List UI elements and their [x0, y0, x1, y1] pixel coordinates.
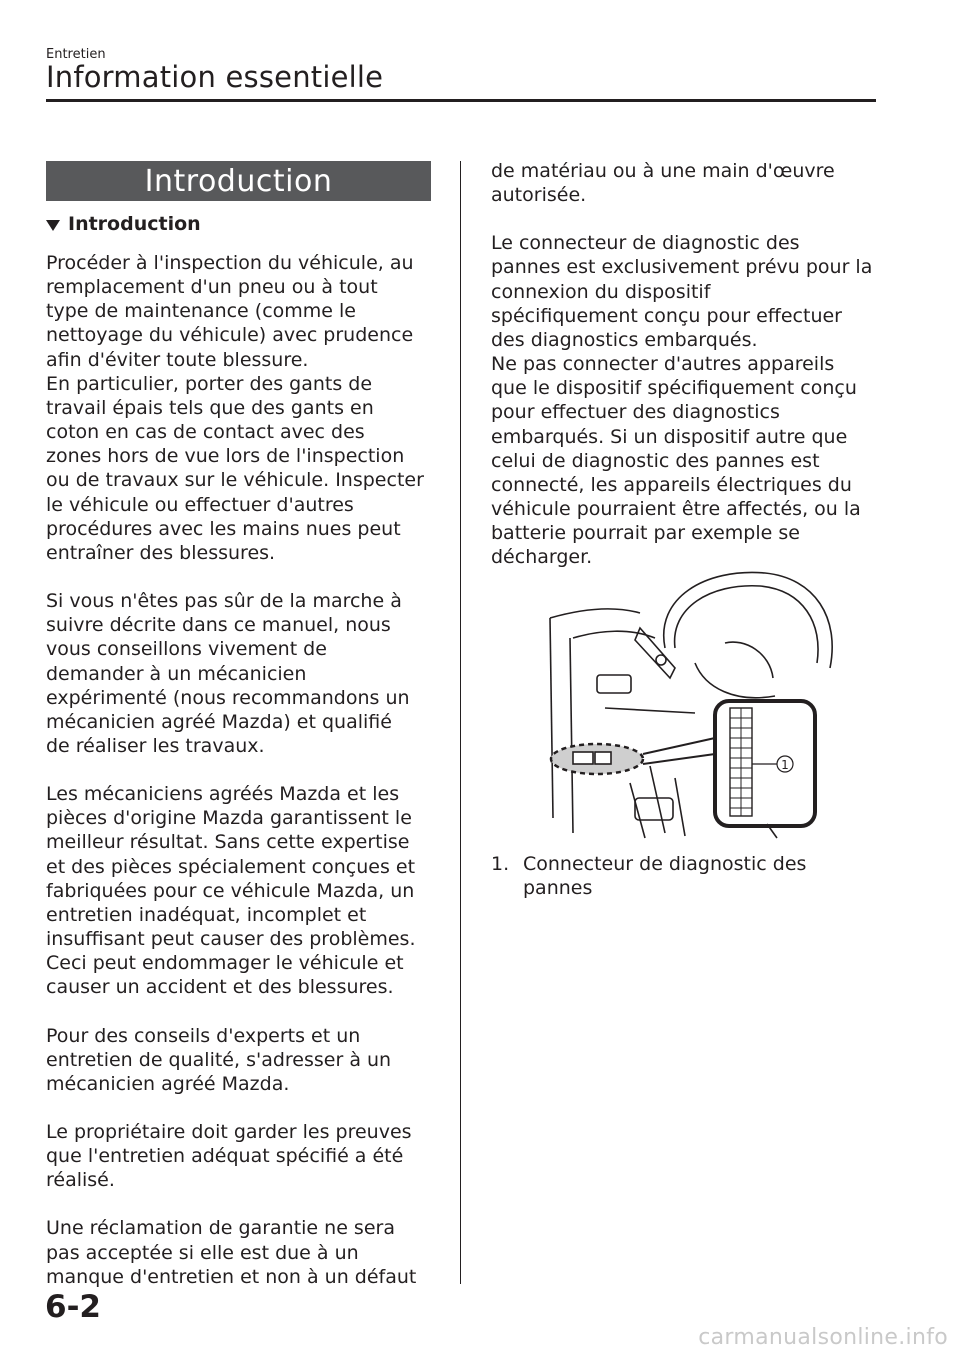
running-header-section: Entretien — [46, 47, 106, 62]
subheading-label: Introduction — [68, 213, 201, 235]
paragraph: Les mécaniciens agréés Mazda et les pièces d'origine Mazda garantissent le meilleur résultat. Sans cette expertise et des pièces spécialement conçues et fabriquées pour ce véhicule Mazda, un entretien inadéquat, incomplet et insuffisant peut causer des problèmes. Ceci peut endommager le véhicule et causer un accident et des blessures. — [46, 783, 416, 999]
callout-number: 1 — [781, 758, 789, 772]
page-title: Information essentielle — [46, 60, 384, 94]
paragraph: de matériau ou à une main d'œuvre autorisée. — [491, 160, 835, 207]
paragraph: Le connecteur de diagnostic des pannes est exclusivement prévu pour la connexion du dispositif spécifiquement conçu pour effectuer des diagnostics embarqués. Ne pas connecter d'autres appareils que le dispositif spécifiquement conçu pour effectuer des diagnostics embarqués. Si un dispositif autre que celui de diagnostic des pannes est connecté, les appareils électriques du véhicule pourraient être affectés, ou la batterie pourrait par exemple se décharger. — [491, 232, 873, 569]
header-rule — [46, 99, 876, 102]
left-column — [46, 251, 441, 1289]
subheading — [46, 213, 201, 235]
column-divider — [460, 161, 461, 1284]
figure-caption — [491, 852, 843, 900]
paragraph: Procéder à l'inspection du véhicule, au remplacement d'un pneu ou à tout type de maintenance (comme le nettoyage du véhicule) avec prudence afin d'éviter toute blessure. En particulier, porter des gants de travail épais tels que des gants en coton en cas de contact avec des zones hors de vue lors de l'inspection ou de travaux sur le véhicule. Inspecter le véhicule ou effectuer d'autres procédures avec les mains nues peut entraîner des blessures. — [46, 252, 424, 564]
paragraph: Une réclamation de garantie ne sera pas acceptée si elle est due à un manque d'entretien et non à un défaut — [46, 1217, 417, 1288]
right-column — [491, 159, 886, 570]
paragraph: Pour des conseils d'experts et un entretien de qualité, s'adresser à un mécanicien agréé Mazda. — [46, 1024, 392, 1095]
section-banner — [46, 161, 431, 201]
page-number: 6-2 — [45, 1289, 102, 1325]
caption-text: Connecteur de diagnostic des pannes — [523, 853, 807, 899]
paragraph: Le propriétaire doit garder les preuves que l'entretien adéquat spécifié a été réalisé. — [46, 1121, 412, 1192]
caption-number: 1. — [491, 853, 510, 875]
triangle-bullet-icon — [46, 220, 60, 231]
paragraph: Si vous n'êtes pas sûr de la marche à suivre décrite dans ce manuel, nous vous conseillons vivement de demander à un mécanicien expérimenté (nous recommandons un mécanicien agréé Mazda) et qualifié de réaliser les travaux. — [46, 590, 410, 757]
diagnostic-connector-illustration — [545, 568, 835, 843]
section-banner-label: Introduction — [144, 163, 333, 199]
watermark: carmanualsonline.info — [698, 1325, 948, 1350]
